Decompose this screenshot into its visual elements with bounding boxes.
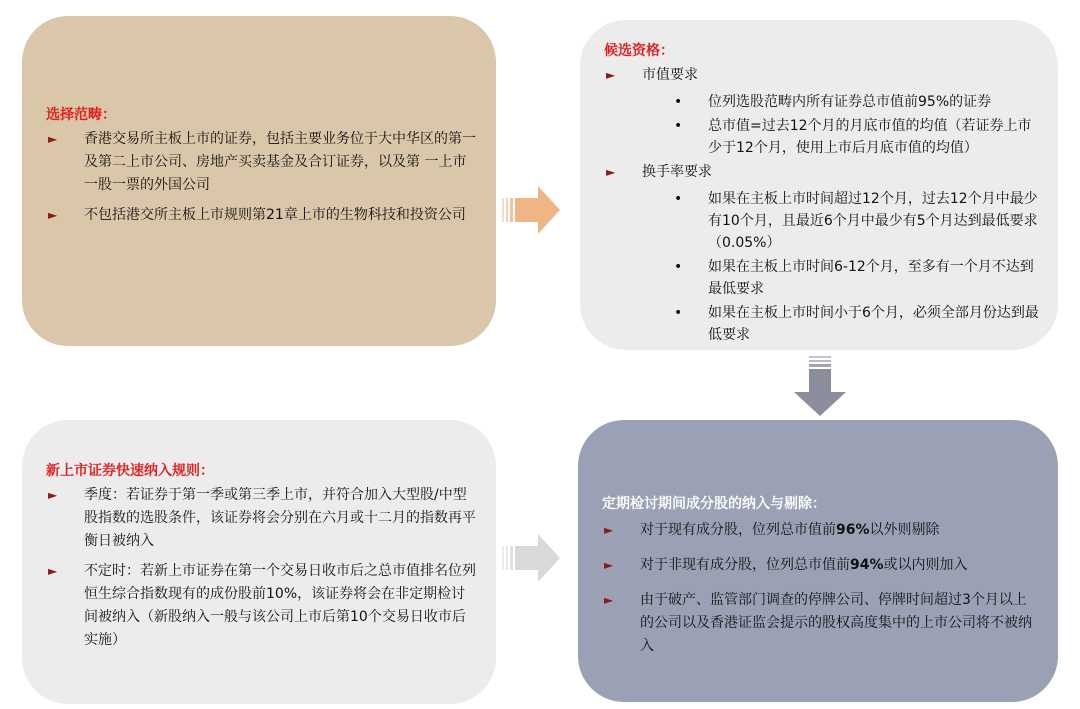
triangle-bullet-icon: ►	[604, 523, 614, 537]
dot-bullet-icon: •	[674, 118, 683, 134]
list-item	[604, 161, 1040, 184]
triangle-bullet-icon: ►	[48, 564, 58, 578]
turnover-bullet-1: 如果在主板上市时间超过12个月，过去12个月中最少有10个月，且最近6个月中最少有5个月达到最低要求（0.05%）	[708, 191, 1038, 251]
market-cap-bullet-2: 总市值=过去12个月的月底市值的均值（若证券上市少于12个月，使用上市后月底市值的均值）	[708, 118, 1032, 156]
arrow-right-icon	[502, 530, 562, 586]
eligibility-title: 候选资格：	[604, 43, 674, 59]
fast-entry-item-1: 季度：若证券于第一季或第三季上市，并符合加入大型股/中型股指数的选股条件，该证券将会分别在六月或十二月的指数再平衡日被纳入	[84, 487, 476, 549]
list-item	[602, 519, 1040, 542]
periodic-review-item-3: 由于破产、监管部门调查的停牌公司、停牌时间超过3个月以上的公司以及香港证监会提示的股权高度集中的上市公司将不被纳入	[640, 592, 1032, 654]
fast-entry-item-2: 不定时：若新上市证券在第一个交易日收市后之总市值排名位列恒生综合指数现有的成份股前10%，该证券将会在非定期检讨间被纳入（新股纳入一般与该公司上市后第10个交易日收市后实施）	[84, 563, 476, 648]
arrow-right-icon	[502, 182, 562, 238]
dot-bullet-icon: •	[674, 191, 683, 207]
turnover-bullet-2: 如果在主板上市时间6-12个月，至多有一个月不达到最低要求	[708, 259, 1034, 297]
triangle-bullet-icon: ►	[604, 558, 614, 572]
selection-scope-item-2: 不包括港交所主板上市规则第21章上市的生物科技和投资公司	[84, 207, 466, 223]
periodic-review-item-2	[640, 554, 1040, 577]
fast-entry-title: 新上市证券快速纳入规则：	[46, 463, 214, 479]
item-1-text-end: 以外则剔除	[869, 522, 940, 538]
periodic-review-item-1	[640, 519, 1040, 542]
dot-bullet-icon: •	[674, 94, 683, 110]
turnover-bullet-3: 如果在主板上市时间小于6个月，必须全部月份达到最低要求	[708, 305, 1039, 343]
list-item	[602, 554, 1040, 577]
triangle-bullet-icon: ►	[606, 165, 616, 179]
selection-scope-item-1: 香港交易所主板上市的证券，包括主要业务位于大中华区的第一及第二上市公司、房地产买卖基金及合订证券，以及第 一上市一股一票的外国公司	[84, 131, 476, 193]
turnover-requirement-label: 换手率要求	[642, 164, 712, 180]
item-2-threshold: 94%	[850, 557, 884, 573]
item-2-text: 对于非现有成分股，位列总市值前	[640, 557, 850, 573]
list-item	[674, 256, 1040, 300]
item-2-text-end: 或以内则加入	[883, 557, 968, 573]
list-item	[602, 589, 1040, 658]
triangle-bullet-icon: ►	[48, 132, 58, 146]
list-item	[46, 128, 478, 197]
list-item	[46, 560, 478, 652]
arrow-down-icon	[792, 356, 848, 418]
fast-entry-box	[22, 420, 496, 704]
dot-bullet-icon: •	[674, 305, 683, 321]
triangle-bullet-icon: ►	[606, 68, 616, 82]
periodic-review-box	[578, 420, 1058, 702]
market-cap-bullet-1: 位列选股范畴内所有证券总市值前95%的证券	[708, 94, 992, 110]
list-item	[604, 64, 1040, 87]
triangle-bullet-icon: ►	[48, 488, 58, 502]
selection-scope-box	[22, 16, 496, 346]
list-item	[46, 484, 478, 553]
list-item	[46, 204, 478, 227]
triangle-bullet-icon: ►	[48, 208, 58, 222]
item-1-text: 对于现有成分股，位列总市值前	[640, 522, 836, 538]
periodic-review-title: 定期检讨期间成分股的纳入与剔除：	[602, 496, 826, 512]
item-1-threshold: 96%	[836, 522, 870, 538]
selection-scope-title: 选择范畴：	[46, 107, 116, 123]
triangle-bullet-icon: ►	[604, 593, 614, 607]
list-item	[674, 302, 1040, 346]
market-cap-requirement-label: 市值要求	[642, 67, 698, 83]
list-item	[674, 91, 1040, 113]
list-item	[674, 188, 1040, 254]
eligibility-box	[580, 20, 1058, 350]
list-item	[674, 115, 1040, 159]
dot-bullet-icon: •	[674, 259, 683, 275]
